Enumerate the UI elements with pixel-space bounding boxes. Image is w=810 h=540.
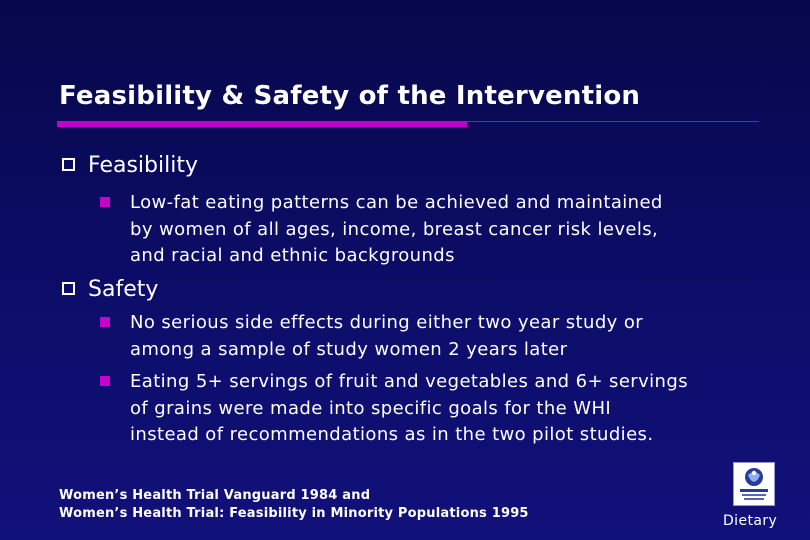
bullet-line: and racial and ethnic backgrounds	[130, 245, 455, 266]
bullet-line: Low-fat eating patterns can be achieved and maintained	[130, 192, 663, 213]
bullet-line: instead of recommendations as in the two pilot studies.	[130, 424, 654, 445]
title-underline-accent	[57, 121, 467, 127]
filled-square-bullet-icon	[100, 197, 110, 207]
bullet-item	[100, 369, 688, 449]
womens-health-initiative-logo-icon	[733, 462, 775, 506]
hollow-square-bullet-icon	[62, 282, 75, 295]
hollow-square-bullet-icon	[62, 158, 75, 171]
bullet-item	[100, 190, 663, 270]
citation	[59, 487, 529, 523]
footer-tag: Dietary	[723, 513, 778, 529]
section-heading-feasibility	[62, 153, 198, 178]
section-heading-label: Safety	[88, 277, 159, 302]
bullet-line: Eating 5+ servings of fruit and vegetables and 6+ servings	[130, 371, 688, 392]
slide-title: Feasibility & Safety of the Intervention	[59, 81, 641, 111]
citation-line: Women’s Health Trial: Feasibility in Minority Populations 1995	[59, 506, 529, 521]
bullet-item	[100, 310, 643, 363]
section-heading-label: Feasibility	[88, 153, 198, 178]
filled-square-bullet-icon	[100, 376, 110, 386]
citation-line: Women’s Health Trial Vanguard 1984 and	[59, 488, 371, 503]
bullet-line: by women of all ages, income, breast cancer risk levels,	[130, 218, 659, 240]
filled-square-bullet-icon	[100, 317, 110, 327]
bullet-line: among a sample of study women 2 years later	[130, 338, 568, 360]
bullet-line: of grains were made into specific goals for the WHI	[130, 397, 612, 419]
section-heading-safety	[62, 277, 158, 302]
bullet-line: No serious side effects during either two year study or	[130, 312, 644, 333]
